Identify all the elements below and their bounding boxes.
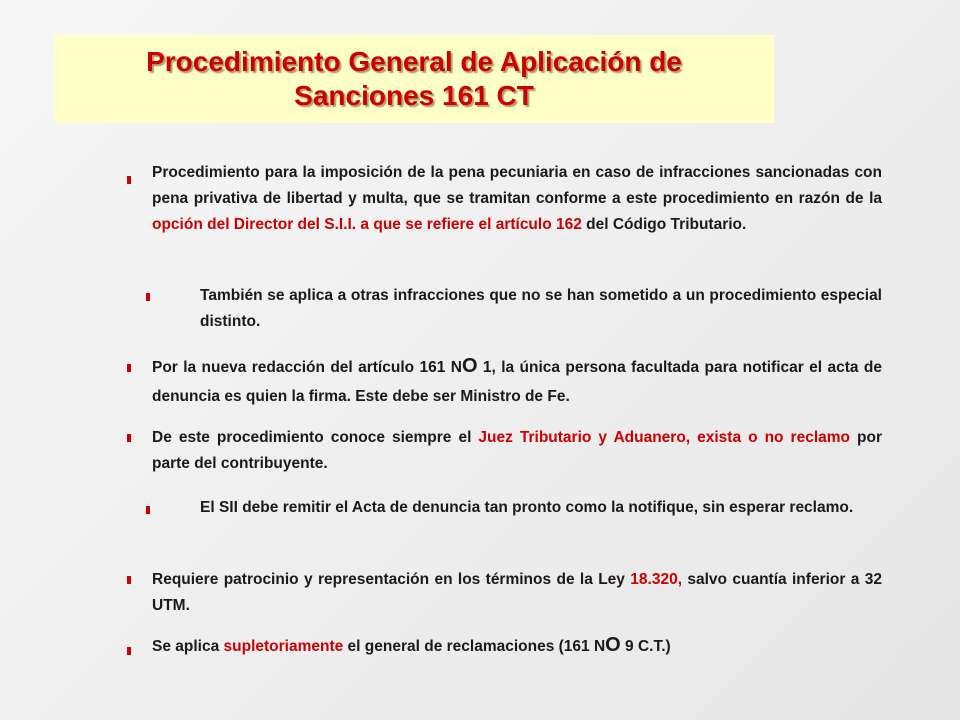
bullet-item-1: Procedimiento para la imposición de la pena pecuniaria en caso de infracciones sancionadas con pena privativa de libertad y multa, que se tramitan conforme a este procedimiento en razón de la opción del Director del S.I.I. a que se refiere el artículo 162 del Código Tributario. xyxy=(152,164,882,233)
bullet-marker-icon xyxy=(146,506,150,514)
bullet-marker-icon xyxy=(127,647,131,655)
slide-title-line-2: Sanciones 161 CT xyxy=(294,80,534,111)
highlight-text: 18.320, xyxy=(630,571,683,588)
bullet-item-6: Requiere patrocinio y representación en los términos de la Ley 18.320, salvo cuantía inferior a 32 UTM. xyxy=(152,571,882,614)
highlight-text: Juez Tributario y Aduanero, exista o no reclamo xyxy=(478,429,850,446)
bullet-item-2: También se aplica a otras infracciones que no se han sometido a un procedimiento especial distinto. xyxy=(200,287,882,330)
bullet-marker-icon xyxy=(127,576,131,584)
bullet-item-4: De este procedimiento conoce siempre el Juez Tributario y Aduanero, exista o no reclamo por parte del contribuyente. xyxy=(152,429,882,472)
bullet-marker-icon xyxy=(127,176,131,184)
bullet-marker-icon xyxy=(127,434,131,442)
bullet-marker-icon xyxy=(146,293,150,301)
bullet-item-7: Se aplica supletoriamente el general de reclamaciones (161 NO 9 C.T.) xyxy=(152,634,671,656)
bullet-marker-icon xyxy=(127,364,131,372)
highlight-text: opción del Director del S.I.I. a que se refiere el artículo 162 xyxy=(152,216,582,233)
bullet-item-5: El SII debe remitir el Acta de denuncia tan pronto como la notifique, sin esperar reclamo. xyxy=(200,499,854,516)
slide-title-line-1: Procedimiento General de Aplicación de xyxy=(146,46,682,77)
highlight-text: supletoriamente xyxy=(223,638,344,655)
bullet-item-3: Por la nueva redacción del artículo 161 NO 1, la única persona facultada para notificar el acta de denuncia es quien la firma. Este debe ser Ministro de Fe. xyxy=(152,355,882,405)
